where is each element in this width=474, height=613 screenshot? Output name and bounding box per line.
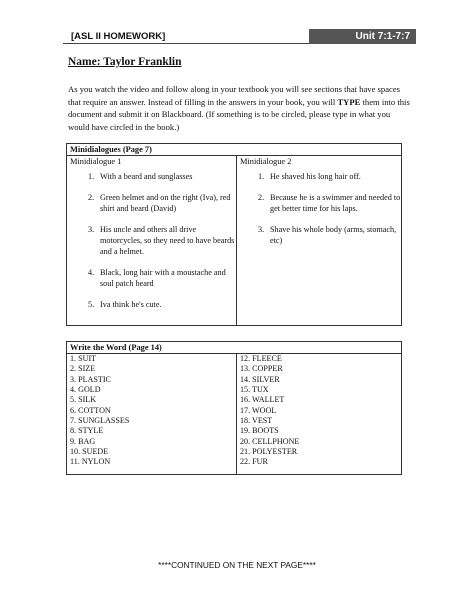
student-name: Name: Taylor Franklin xyxy=(68,56,182,68)
write-the-word-column-2 xyxy=(237,354,401,474)
answer-item xyxy=(237,171,401,182)
minidialogue-2-title: Minidialogue 2 xyxy=(240,157,292,166)
word-entry: 12. FLEECE xyxy=(240,354,282,363)
answer-number: 3. xyxy=(258,225,265,234)
continued-footer: ****CONTINUED ON THE NEXT PAGE**** xyxy=(158,560,316,570)
word-entry: 19. BOOTS xyxy=(240,426,279,436)
word-entry: 2. SIZE xyxy=(70,364,96,374)
answer-item xyxy=(67,267,236,289)
word-entry: 17. WOOL xyxy=(240,405,277,415)
word-entry: 18. VEST xyxy=(240,416,273,426)
answer-text: With a beard and sunglasses xyxy=(100,172,193,181)
answer-number: 5. xyxy=(88,300,95,309)
word-entry: 8. STYLE xyxy=(70,426,104,436)
word-entry: 6. COTTON xyxy=(70,405,111,415)
answer-text: Black, long hair with a moustache and soul patch beard xyxy=(100,268,226,288)
word-entry: 16. WALLET xyxy=(240,395,285,405)
page-header xyxy=(63,29,416,46)
answer-text: Because he is a swimmer and needed to get better time for his laps. xyxy=(270,193,401,213)
word-entry: 9. BAG xyxy=(70,436,96,446)
instructions-text-1: As you watch the video and follow along in your textbook you will see sections that have spaces that require an answer. Instead of filling in the answers in your book, you will xyxy=(68,84,400,107)
header-title: [ASL II HOMEWORK] xyxy=(63,29,309,44)
word-entry: 10. SUEDE xyxy=(70,447,109,457)
word-entry: 1. SUIT xyxy=(70,354,97,363)
instructions-emphasis: TYPE xyxy=(337,96,361,107)
minidialogue-2-column xyxy=(237,156,401,325)
answer-item xyxy=(237,224,401,246)
answer-number: 1. xyxy=(88,172,95,181)
word-entry: 3. PLASTIC xyxy=(70,374,111,384)
word-entry: 11. NYLON xyxy=(70,457,111,467)
minidialogue-1-column xyxy=(67,156,237,325)
answer-item xyxy=(67,171,236,182)
instructions-text-2: them into this document and submit it on Blackboard. (If something is to be circled, please type in what you would have circled in the book.) xyxy=(68,96,410,133)
word-entry: 20. CELLPHONE xyxy=(240,436,300,446)
answer-text: He shaved his long hair off. xyxy=(270,172,361,181)
word-entry: 22. FUR xyxy=(240,457,268,467)
answer-item xyxy=(67,192,236,214)
answer-text: His uncle and others all drive motorcycles, so they need to have beards and a helmet. xyxy=(100,225,235,256)
write-the-word-column-1 xyxy=(67,354,237,474)
answer-item xyxy=(67,224,236,257)
minidialogue-2-answers xyxy=(237,171,401,246)
instructions-paragraph xyxy=(68,83,413,134)
answer-item xyxy=(237,192,401,214)
minidialogue-1-title: Minidialogue 1 xyxy=(70,157,122,166)
write-the-word-heading: Write the Word (Page 14) xyxy=(67,342,401,354)
answer-number: 2. xyxy=(258,193,265,202)
answer-text: Iva think he's cute. xyxy=(100,300,162,309)
word-entry: 4. GOLD xyxy=(70,385,101,395)
answer-text: Green helmet and on the right (Iva), red shirt and beard (David) xyxy=(100,193,231,213)
answer-number: 4. xyxy=(88,268,95,277)
word-entry: 5. SILK xyxy=(70,395,97,405)
answer-number: 1. xyxy=(258,172,265,181)
minidialogues-table xyxy=(66,143,402,326)
answer-text: Shave his whole body (arms, stomach, etc) xyxy=(270,225,397,245)
word-entry: 13. COPPER xyxy=(240,364,283,374)
answer-item xyxy=(67,299,236,310)
answer-number: 3. xyxy=(88,225,95,234)
answer-number: 2. xyxy=(88,193,95,202)
minidialogues-heading: Minidialogues (Page 7) xyxy=(67,144,401,156)
header-unit-badge: Unit 7:1-7:7 xyxy=(309,29,416,44)
word-entry: 7. SUNGLASSES xyxy=(70,416,130,426)
word-entry: 14. SILVER xyxy=(240,374,280,384)
write-the-word-table xyxy=(66,341,402,475)
word-entry: 21. POLYESTER xyxy=(240,447,298,457)
word-entry: 15. TUX xyxy=(240,385,269,395)
minidialogue-1-answers xyxy=(67,171,236,310)
